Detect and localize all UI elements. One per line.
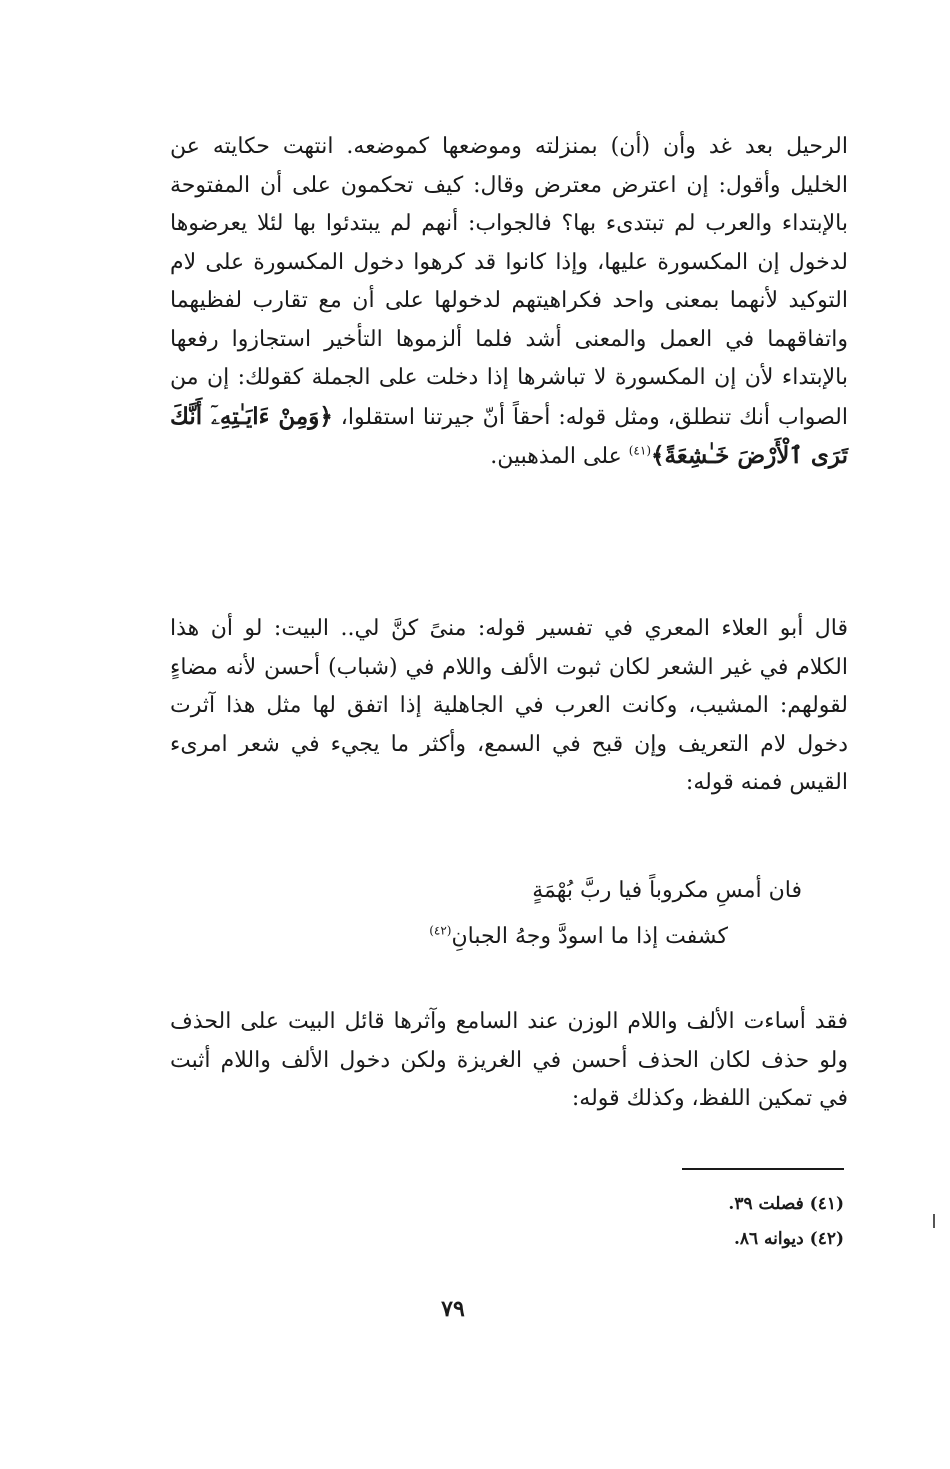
paragraph-1-ending: على المذهبين. — [490, 444, 622, 469]
footnote-ref-42: (٤٢) — [429, 923, 452, 938]
poem-line-1-text: فان أمسِ مكروباً فيا ربَّ بُهْمَةٍ — [532, 878, 802, 903]
footnote-separator — [682, 1168, 844, 1170]
footnote-42: (٤٢) ديوانه ٨٦. — [733, 1229, 844, 1249]
scan-speck — [933, 1214, 935, 1228]
poem-line-2 — [429, 920, 728, 954]
paragraph-2 — [170, 610, 848, 803]
paragraph-3 — [170, 1003, 848, 1119]
paragraph-2-text: قال أبو العلاء المعري في تفسير قوله: منىً كنَّ لي.. البيت: لو أن هذا الكلام في غير الشعر لكان ثبوت الألف واللام في (شباب) أحسن لأنه مضاءٍ لقولهم: المشيب، وكانت العرب في الجاهلية إذا اتفق لها مثل هذا آثرت دخول لام التعريف وإن قبح في السمع، وأكثر ما يجيء في شعر امرىء القيس فمنه قوله: — [170, 616, 848, 795]
poem-line-2-text: كشفت إذا ما اسودَّ وجهُ الجبانِ — [451, 924, 728, 949]
quran-verse: ﴿وَمِنْ ءَايَـٰتِهِۦٓ أَنَّكَ تَرَى ٱلْأَرْضَ خَـٰشِعَةً﴾ — [170, 402, 848, 469]
footnote-41: (٤١) فصلت ٣٩. — [728, 1194, 844, 1214]
footnote-ref-41: (٤١) — [628, 443, 651, 458]
paragraph-1-text: الرحيل بعد غد وأن (أن) بمنزلته وموضعها كموضعه. انتهت حكايته عن الخليل وأقول: إن اعترض معترض وقال: كيف تحكمون على أن المفتوحة بالإبتداء والعرب لم تبتدىء بها؟ فالجواب: أنهم لم يبتدئوا بها لئلا يعرضوها لدخول إن المكسورة عليها، وإذا كانوا قد كرهوا دخول المكسورة على لام التوكيد لأنهما بمعنى واحد فكراهيتهم لدخولها على أن مع تقارب لفظيهما واتفاقهما في العمل والمعنى أشد فلما ألزموها التأخير استجازوا رفعها بالإبتداء لأن إن المكسورة لا تباشرها إذا دخلت على الجملة كقولك: إن من الصواب أنك تنطلق، ومثل قوله: أحقاً أنّ جيرتنا استقلوا، — [170, 134, 848, 430]
poem-line-1 — [532, 874, 802, 908]
page-number: ٧٩ — [441, 1296, 465, 1322]
paragraph-1 — [170, 128, 848, 477]
paragraph-3-text: فقد أساءت الألف واللام الوزن عند السامع وآثرها قائل البيت على الحذف ولو حذف لكان الحذف أحسن في الغريزة ولكن دخول الألف واللام أثبت في تمكين اللفظ، وكذلك قوله: — [170, 1009, 848, 1111]
